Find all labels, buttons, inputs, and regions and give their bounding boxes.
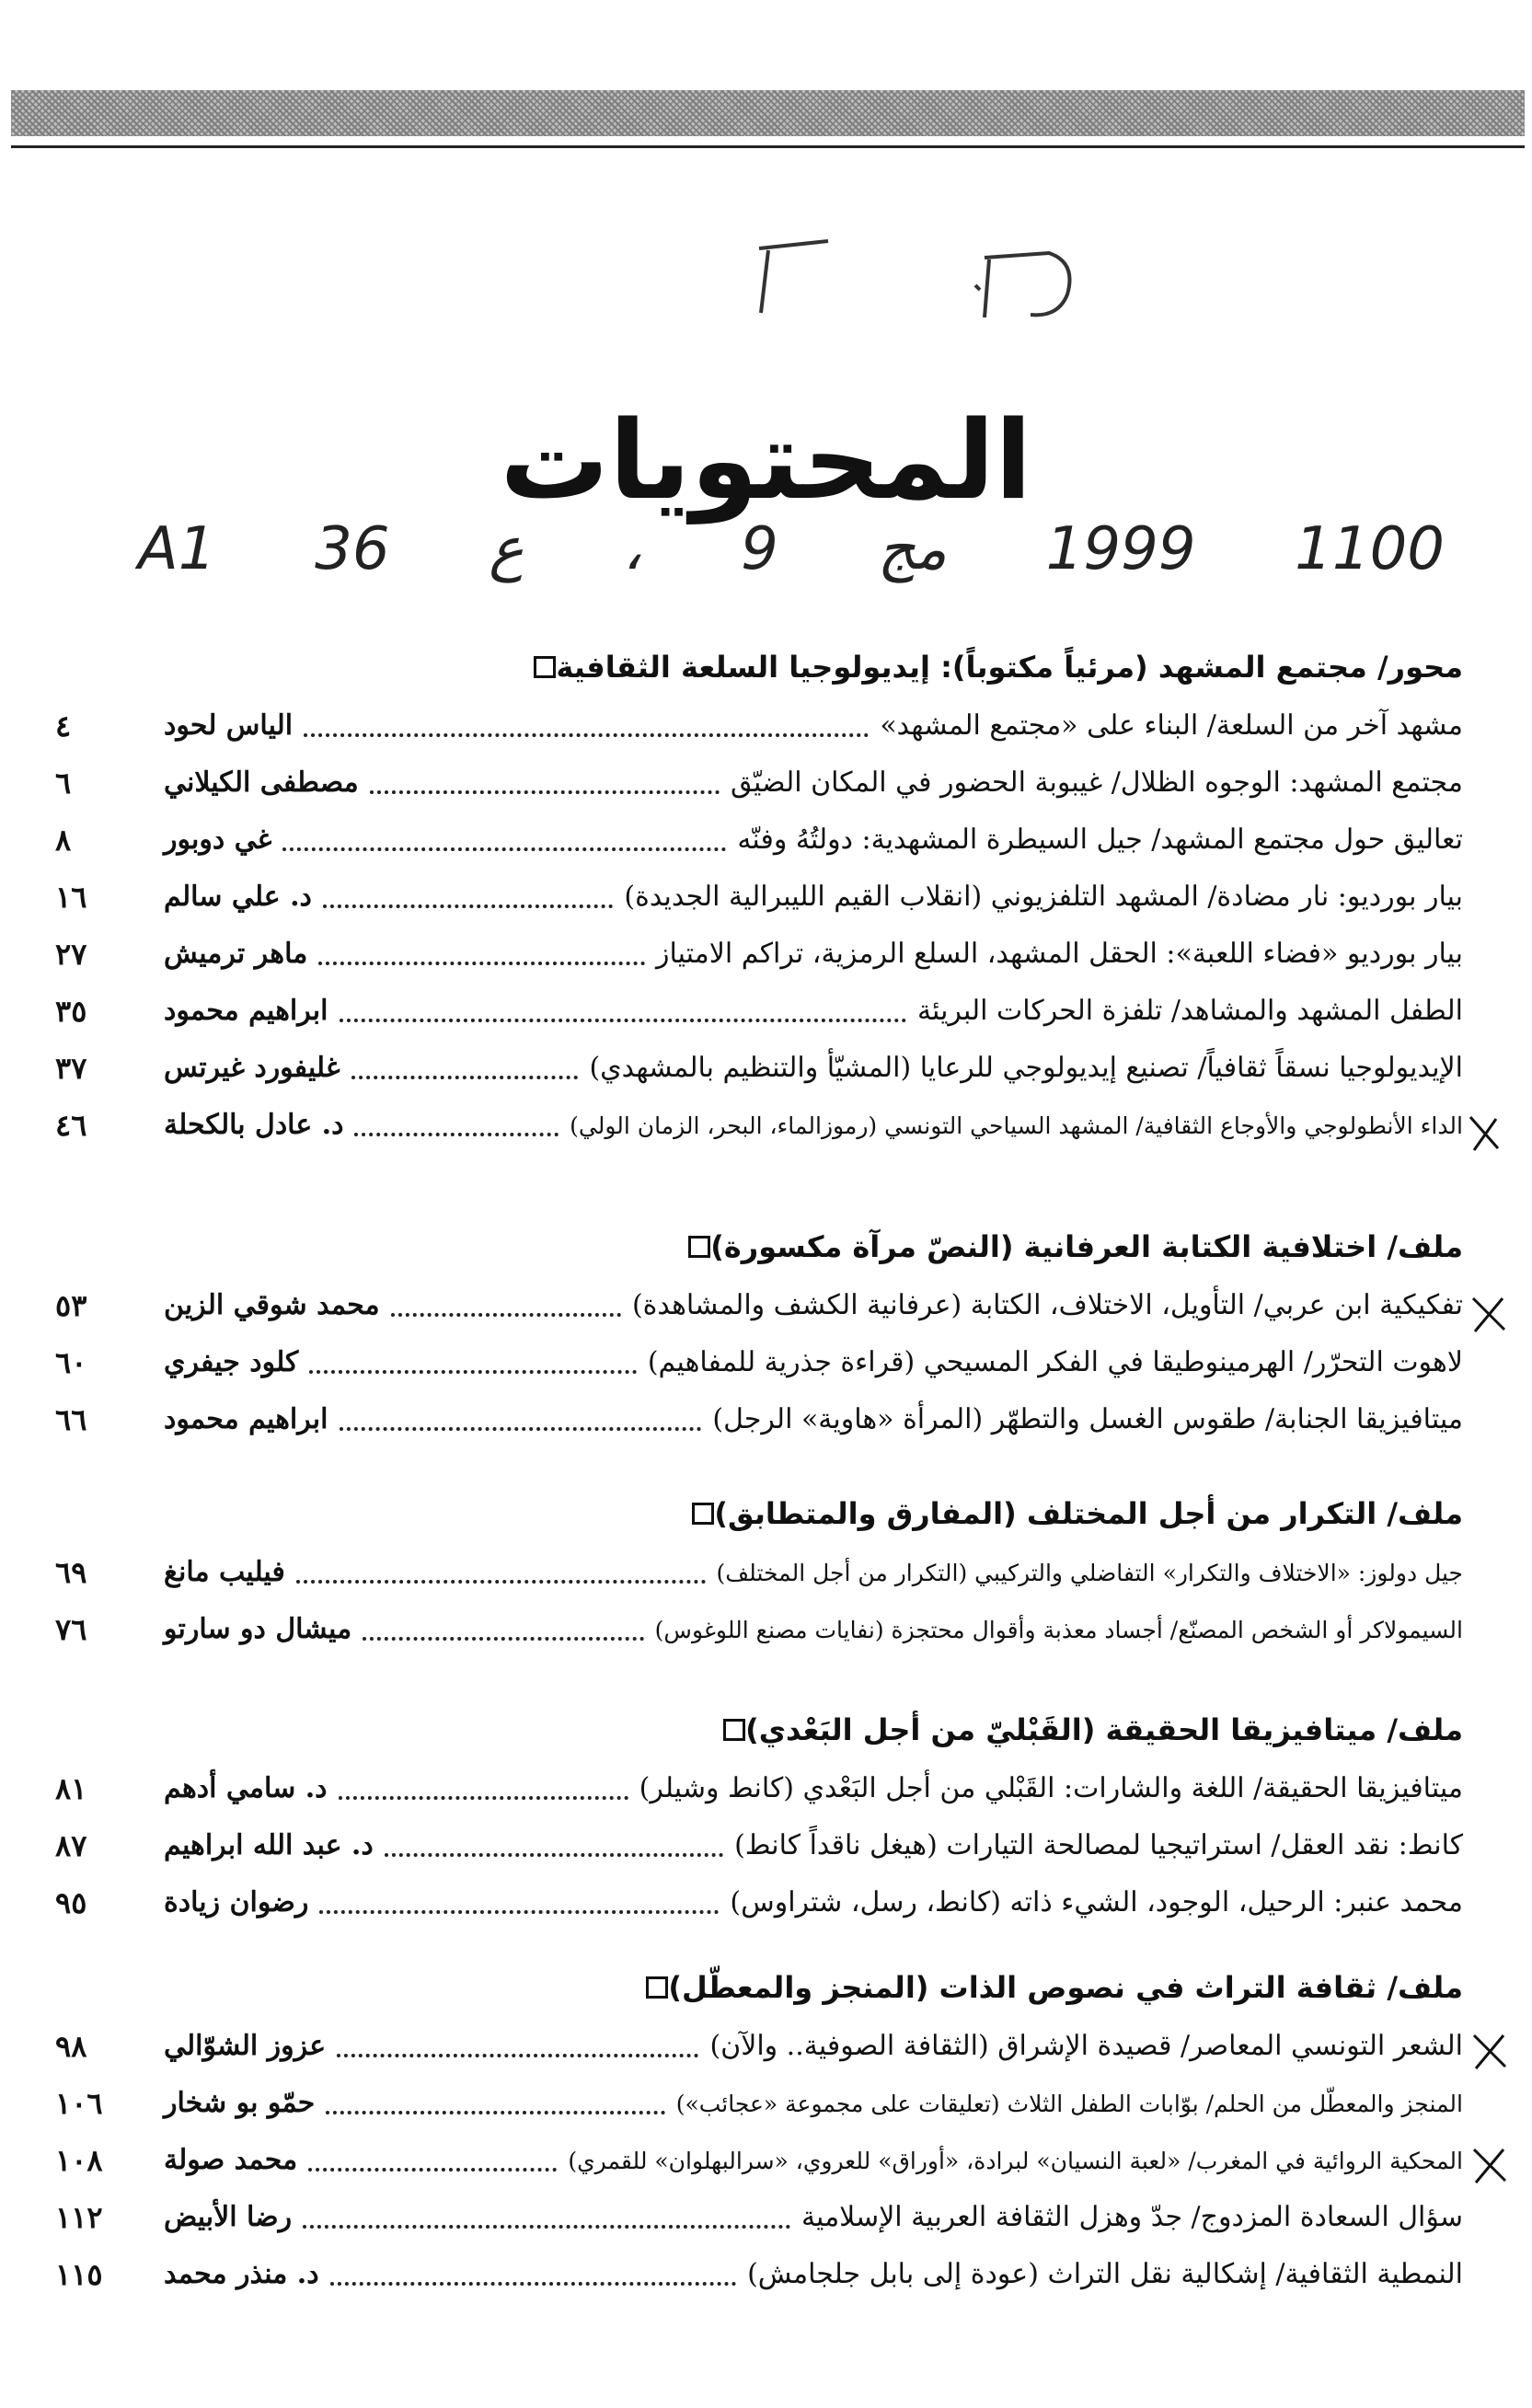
toc-entry — [55, 2191, 1463, 2244]
checkbox-icon — [646, 1976, 668, 1999]
toc-entry — [55, 1042, 1463, 1095]
entry-page: ٦ — [55, 766, 72, 801]
entry-title: محمد عنبر: الرحيل، الوجود، الشيء ذاته (كانط، رسل، شتراوس) — [730, 1886, 1463, 1918]
leader-dots — [340, 1019, 906, 1022]
leader-dots — [296, 1580, 706, 1584]
entry-author: حمّو بو شخار — [164, 2087, 316, 2119]
entry-author: عزوز الشوّالي — [164, 2030, 327, 2062]
leader-dots — [326, 2111, 664, 2114]
leader-dots — [318, 962, 645, 965]
entry-page: ١٠٦ — [55, 2086, 103, 2121]
entry-title: السيمولاكر أو الشخص المصنّع/ أجساد معذبة وأقوال محتجزة (نفايات مصنع اللوغوس) — [654, 1616, 1463, 1643]
entry-title: النمطية الثقافية/ إشكالية نقل التراث (عودة إلى بابل جلجامش) — [747, 2258, 1463, 2290]
toc-entry — [55, 985, 1463, 1038]
entry-author: كلود جيفري — [164, 1346, 299, 1378]
section-title — [675, 1224, 1463, 1270]
entry-page: ٨٧ — [55, 1828, 87, 1863]
handwritten-token: 1999 — [1045, 515, 1196, 583]
section-title-text: ملف/ ميتافيزيقا الحقيقة (القَبْليّ من أجل البَعْدي) — [745, 1712, 1463, 1747]
toc-entry — [55, 1393, 1463, 1446]
entry-author: د. سامي أدهم — [164, 1772, 328, 1804]
leader-dots — [308, 2168, 557, 2172]
entry-author: رضوان زيادة — [164, 1886, 309, 1918]
entry-title: تعاليق حول مجتمع المشهد/ جيل السيطرة المشهدية: دولتُهُ وفنّه — [737, 824, 1463, 856]
section-title — [633, 1964, 1463, 2011]
toc-entry — [55, 927, 1463, 981]
entry-author: ماهر ترميش — [164, 938, 308, 970]
section-title-text: ملف/ ثقافة التراث في نصوص الذات (المنجز والمعطّل) — [668, 1970, 1463, 2005]
entry-author: د. منذر محمد — [164, 2258, 319, 2290]
entry-title: مجتمع المشهد: الوجوه الظلال/ غيبوبة الحضور في المكان الضيّق — [730, 766, 1463, 799]
entry-page: ٣٧ — [55, 1051, 87, 1086]
leader-dots — [385, 1853, 723, 1857]
page-title: المحتويات — [500, 397, 1032, 524]
entry-page: ٦٦ — [55, 1402, 87, 1437]
leader-dots — [309, 1370, 637, 1374]
entry-page: ٤ — [55, 709, 72, 743]
entry-author: ابراهيم محمود — [164, 1403, 328, 1435]
entry-author: د. عبد الله ابراهيم — [164, 1829, 374, 1861]
entry-page: ١٠٨ — [55, 2143, 103, 2178]
checkbox-icon — [688, 1236, 710, 1258]
leader-dots — [339, 1796, 628, 1800]
entry-page: ١١٥ — [55, 2257, 103, 2292]
leader-dots — [319, 1910, 719, 1914]
entry-title: تفكيكية ابن عربي/ التأويل، الاختلاف، الكتابة (عرفانية الكشف والمشاهدة) — [631, 1289, 1463, 1321]
entry-author: غليفورد غيرتس — [164, 1052, 340, 1084]
checkbox-icon — [692, 1503, 714, 1525]
toc-entry — [55, 2077, 1463, 2130]
leader-dots — [370, 790, 720, 794]
leader-dots — [391, 1313, 621, 1317]
leader-dots — [304, 733, 869, 737]
toc-entry — [55, 1279, 1463, 1332]
entry-title: لاهوت التحرّر/ الهرمينوطيقا في الفكر المسيحي (قراءة جذرية للمفاهيم) — [647, 1346, 1463, 1378]
leader-dots — [351, 1076, 579, 1079]
entry-page: ٩٨ — [55, 2029, 87, 2064]
entry-page: ٢٧ — [55, 937, 87, 972]
entry-title: مشهد آخر من السلعة/ البناء على «مجتمع المشهد» — [880, 709, 1463, 742]
leader-dots — [330, 2282, 737, 2286]
entry-author: ابراهيم محمود — [164, 995, 328, 1027]
entry-page: ٨ — [55, 823, 72, 858]
handwritten-token: A1 — [138, 515, 216, 583]
entry-page: ٧٦ — [55, 1612, 87, 1647]
handwritten-cross-icon — [1469, 2144, 1511, 2186]
leader-dots — [282, 847, 726, 851]
entry-author: غي دوبور — [164, 824, 272, 856]
entry-title: الداء الأنطولوجي والأوجاع الثقافية/ المشهد السياحي التونسي (رموزالماء، البحر، الزمان الولي) — [570, 1112, 1463, 1139]
leader-dots — [354, 1133, 559, 1136]
entry-title: ميتافيزيقا الجنابة/ طقوس الغسل والتطهّر (المرأة «هاوية» الرجل) — [712, 1403, 1463, 1435]
handwritten-token: مج — [877, 515, 948, 583]
entry-title: الإيديولوجيا نسقاً ثقافياً/ تصنيع إيديولوجي للرعايا (المشيّأ والتنظيم بالمشهدي) — [589, 1052, 1463, 1084]
entry-author: ميشال دو سارتو — [164, 1613, 352, 1645]
entry-author: محمد شوقي الزين — [164, 1289, 380, 1321]
section-title — [710, 1707, 1463, 1753]
entry-page: ٣٥ — [55, 994, 87, 1029]
entry-page: ١٦ — [55, 880, 87, 915]
toc-entry — [55, 756, 1463, 810]
toc-entry — [55, 1819, 1463, 1872]
leader-dots — [363, 1637, 644, 1641]
section-title — [521, 644, 1463, 690]
toc-entry — [55, 870, 1463, 924]
toc-entry — [55, 1099, 1463, 1152]
handwritten-token: 9 — [741, 515, 778, 583]
toc-entry — [55, 699, 1463, 753]
toc-entry — [55, 1603, 1463, 1656]
entry-author: د. علي سالم — [164, 881, 312, 913]
section-title — [679, 1491, 1463, 1537]
checkbox-icon — [723, 1719, 745, 1741]
entry-title: سؤال السعادة المزدوج/ جدّ وهزل الثقافة العربية الإسلامية — [801, 2201, 1463, 2233]
leader-dots — [303, 2225, 790, 2229]
handwritten-token: ، — [622, 515, 642, 583]
entry-title: الشعر التونسي المعاصر/ قصيدة الإشراق (الثقافة الصوفية.. والآن) — [709, 2030, 1463, 2062]
checkbox-icon — [534, 656, 556, 678]
entry-author: الياس لحود — [164, 709, 294, 742]
handwritten-token: 1100 — [1295, 515, 1445, 583]
toc-entry — [55, 1336, 1463, 1389]
leader-dots — [323, 904, 613, 908]
entry-title: المحكية الروائية في المغرب/ «لعبة النسيان» لبرادة، «أوراق» للعروي، «سرالبهلوان» للقمري) — [568, 2147, 1463, 2174]
entry-author: محمد صولة — [164, 2144, 298, 2176]
entry-author: مصطفى الكيلاني — [164, 766, 359, 799]
toc-entry — [55, 2134, 1463, 2187]
leader-dots — [337, 2054, 698, 2057]
entry-page: ٦٠ — [55, 1345, 87, 1380]
toc-entry — [55, 2248, 1463, 2301]
entry-page: ٩٥ — [55, 1885, 87, 1920]
entry-title: كانط: نقد العقل/ استراتيجيا لمصالحة التيارات (هيغل ناقداً كانط) — [734, 1829, 1463, 1861]
entry-page: ٥٣ — [55, 1288, 87, 1323]
entry-title: جيل دولوز: «الاختلاف والتكرار» التفاضلي والتركيبي (التكرار من أجل المختلف) — [716, 1559, 1463, 1586]
section-title-text: ملف/ التكرار من أجل المختلف (المفارق والمتطابق) — [714, 1496, 1463, 1531]
entry-page: ٨١ — [55, 1771, 87, 1806]
entry-title: بيار بورديو: نار مضادة/ المشهد التلفزيوني (انقلاب القيم الليبرالية الجديدة) — [624, 881, 1463, 913]
entry-author: فيليب مانغ — [164, 1556, 285, 1588]
entry-page: ١١٢ — [55, 2200, 103, 2235]
entry-page: ٤٦ — [55, 1108, 87, 1143]
entry-page: ٦٩ — [55, 1555, 87, 1590]
handwritten-cross-icon — [1468, 1293, 1510, 1335]
section-title-text: ملف/ اختلافية الكتابة العرفانية (النصّ مرآة مكسورة) — [710, 1229, 1463, 1264]
toc-entry — [55, 1762, 1463, 1815]
entry-author: د. عادل بالكحلة — [164, 1109, 344, 1141]
handwritten-token: 36 — [315, 515, 390, 583]
leader-dots — [340, 1427, 702, 1431]
handwritten-cross-icon — [1463, 1112, 1505, 1154]
toc-entry — [55, 1546, 1463, 1599]
entry-title: المنجز والمعطّل من الحلم/ بوّابات الطفل الثلاث (تعليقات على مجموعة «عجائب») — [675, 2090, 1463, 2117]
entry-title: ميتافيزيقا الحقيقة/ اللغة والشارات: القَبْلي من أجل البَعْدي (كانط وشيلر) — [639, 1772, 1463, 1804]
entry-title: بيار بورديو «فضاء اللعبة»: الحقل المشهد، السلع الرمزية، تراكم الامتياز — [655, 938, 1463, 970]
entry-author: رضا الأبيض — [164, 2201, 293, 2233]
toc-entry — [55, 2020, 1463, 2073]
section-title-text: محور/ مجتمع المشهد (مرئياً مكتوباً): إيديولوجيا السلعة الثقافية — [556, 650, 1463, 685]
toc-entry — [55, 1876, 1463, 1930]
handwritten-token: ع — [489, 515, 524, 583]
toc-entry — [55, 813, 1463, 867]
handwritten-cross-icon — [1469, 2030, 1511, 2072]
entry-title: الطفل المشهد والمشاهد/ تلفزة الحركات البريئة — [916, 995, 1463, 1027]
